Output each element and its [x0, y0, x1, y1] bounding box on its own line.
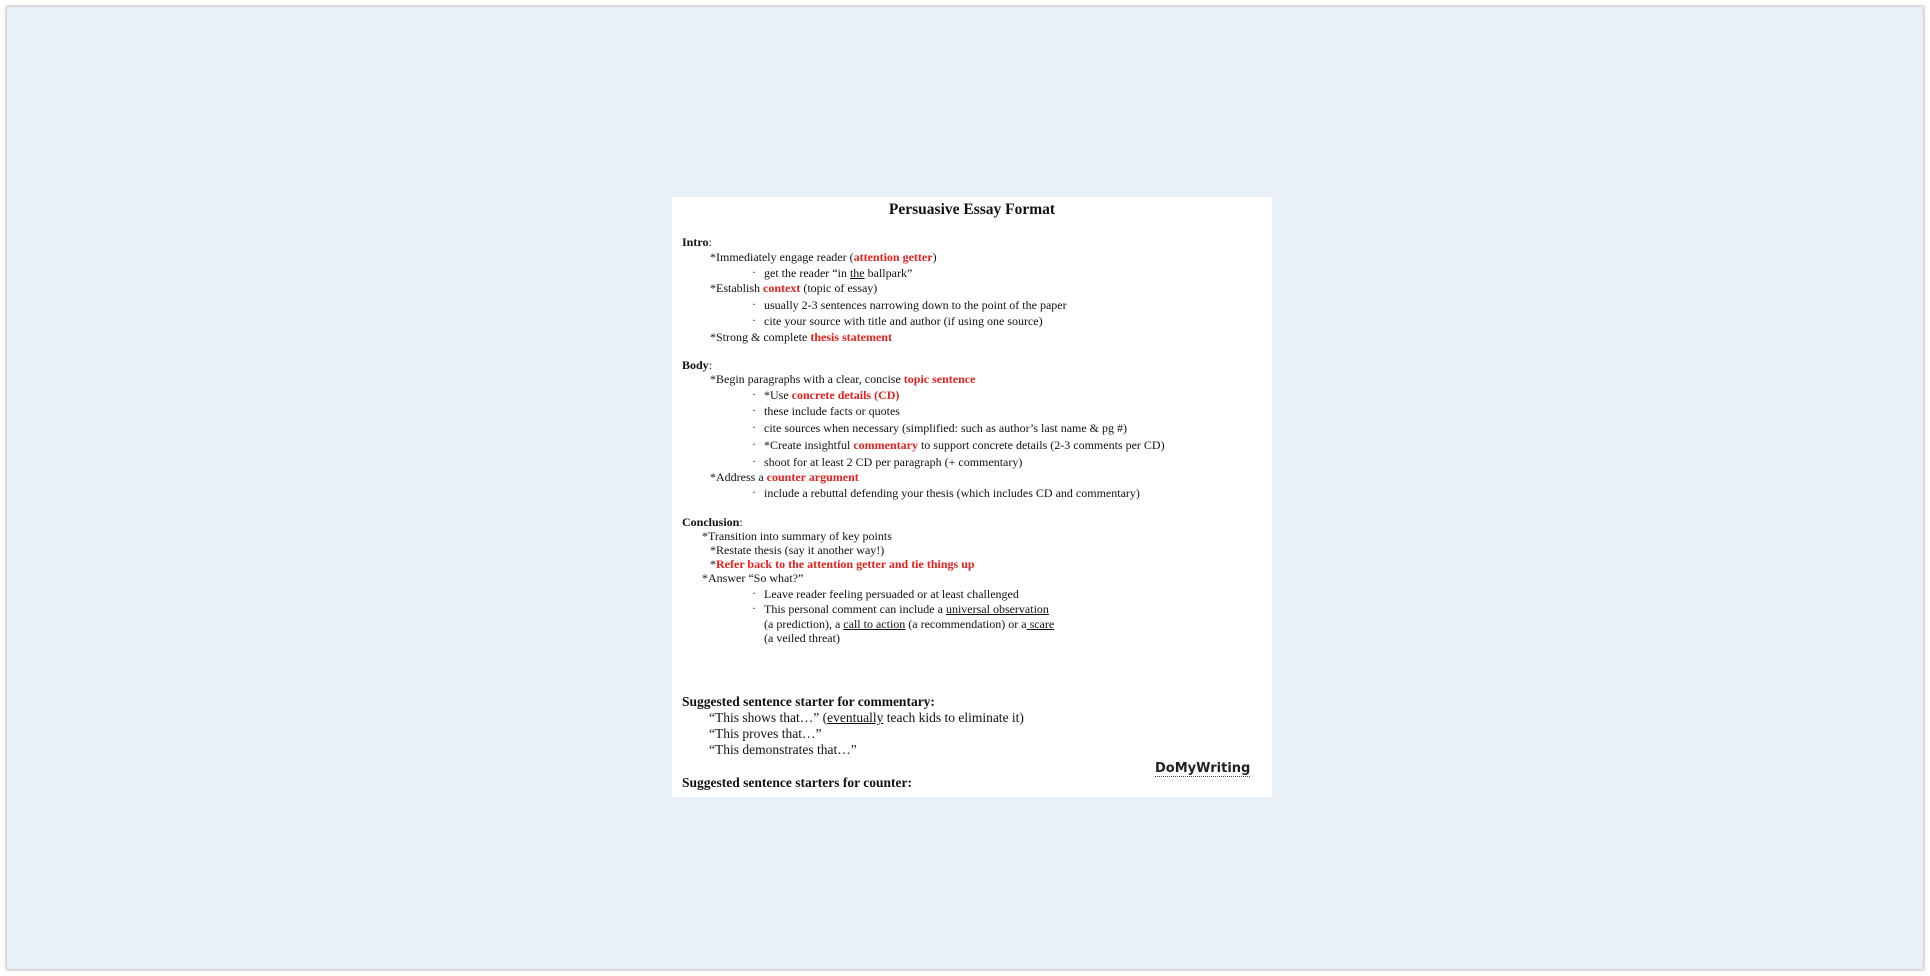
bullet-icon: · — [752, 420, 756, 434]
conclusion-sub-2-end: (a veiled threat) — [764, 631, 840, 645]
bullet-icon: · — [752, 586, 756, 600]
commentary-heading: Suggested sentence starter for commentary: — [682, 694, 935, 709]
bullet-icon: · — [752, 387, 756, 401]
bullet-icon: · — [752, 313, 756, 327]
conclusion-item-3: *Refer back to the attention getter and tie things up — [710, 557, 975, 571]
body-item-2: *Address a counter argument — [710, 470, 859, 484]
bullet-icon: · — [752, 485, 756, 499]
body-item-1: *Begin paragraphs with a clear, concise topic sentence — [710, 372, 976, 386]
viewer-background — [7, 7, 1923, 969]
bullet-icon: · — [752, 265, 756, 279]
conclusion-sub-1: Leave reader feeling persuaded or at least challenged — [764, 587, 1019, 601]
intro-item-1: *Immediately engage reader (attention getter) — [710, 250, 937, 264]
conclusion-heading: Conclusion: — [682, 515, 743, 529]
watermark-logo: DoMyWriting — [1155, 761, 1251, 776]
document-page — [672, 197, 1272, 797]
conclusion-item-4: *Answer “So what?” — [702, 571, 804, 585]
intro-item-2: *Establish context (topic of essay) — [710, 281, 878, 295]
bullet-icon: · — [752, 403, 756, 417]
intro-heading: Intro: — [682, 235, 712, 249]
starter-3: “This demonstrates that…” — [709, 742, 857, 757]
conclusion-item-2: *Restate thesis (say it another way!) — [710, 543, 885, 557]
intro-sub-2: usually 2-3 sentences narrowing down to the point of the paper — [764, 298, 1067, 312]
starter-2: “This proves that…” — [709, 726, 822, 741]
intro-item-3: *Strong & complete thesis statement — [710, 330, 892, 344]
page-title: Persuasive Essay Format — [888, 201, 1056, 218]
counter-heading: Suggested sentence starters for counter: — [682, 775, 912, 790]
body-sub-5: shoot for at least 2 CD per paragraph (+ commentary) — [764, 455, 1023, 469]
conclusion-item-1: *Transition into summary of key points — [702, 529, 892, 543]
body-sub-3: cite sources when necessary (simplified: such as author’s last name & pg #) — [764, 421, 1128, 435]
body-sub-2: these include facts or quotes — [764, 404, 900, 418]
intro-sub-1: get the reader “in the ballpark” — [764, 266, 913, 280]
bullet-icon: · — [752, 437, 756, 451]
body-sub-1: *Use concrete details (CD) — [764, 388, 900, 402]
body-sub-6: include a rebuttal defending your thesis (which includes CD and commentary) — [764, 486, 1140, 500]
bullet-icon: · — [752, 454, 756, 468]
conclusion-sub-2-cont: (a prediction), a call to action (a recommendation) or a scare — [764, 617, 1055, 631]
bullet-icon: · — [752, 297, 756, 311]
bullet-icon: · — [752, 601, 756, 615]
conclusion-sub-2: This personal comment can include a universal observation — [764, 602, 1049, 616]
starter-1: “This shows that…” (eventually teach kids to eliminate it) — [709, 710, 1024, 725]
intro-sub-3: cite your source with title and author (if using one source) — [764, 314, 1043, 328]
body-sub-4: *Create insightful commentary to support concrete details (2-3 comments per CD) — [764, 438, 1165, 452]
body-heading: Body: — [682, 358, 713, 372]
